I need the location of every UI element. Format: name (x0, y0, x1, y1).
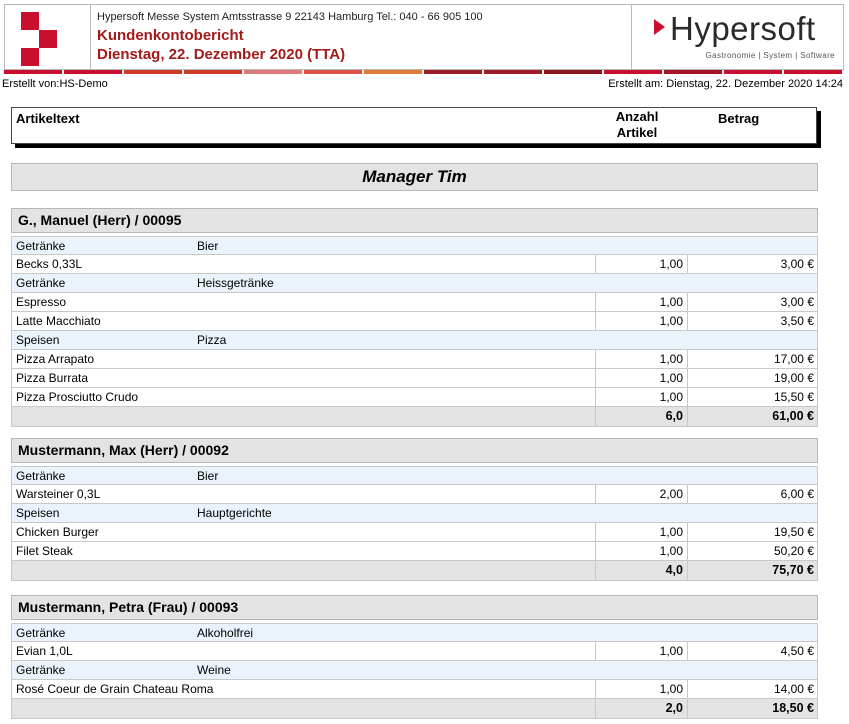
item-name: Chicken Burger (16, 525, 99, 539)
stripe-segment (784, 70, 842, 74)
item-row (11, 350, 818, 369)
subcategory-label: Alkoholfrei (197, 626, 254, 640)
item-amount: 19,50 € (687, 523, 819, 541)
column-header (11, 107, 817, 144)
created-by: Erstellt von:HS-Demo (2, 78, 108, 90)
subcategory-label: Bier (197, 239, 219, 253)
total-row (11, 699, 818, 719)
logo-square-icon (21, 12, 39, 30)
stripe-segment (244, 70, 302, 74)
category-label: Speisen (16, 333, 60, 347)
item-quantity: 1,00 (595, 388, 687, 406)
brand-name: Hypersoft (670, 10, 816, 47)
customer-section (11, 208, 818, 427)
item-amount: 17,00 € (687, 350, 819, 368)
item-quantity: 1,00 (595, 312, 687, 330)
item-name: Pizza Arrapato (16, 352, 95, 366)
item-name: Rosé Coeur de Grain Chateau Roma (16, 682, 214, 696)
item-row (11, 642, 818, 661)
item-quantity: 1,00 (595, 293, 687, 311)
total-quantity: 2,0 (595, 699, 687, 718)
created-at: Erstellt am: Dienstag, 22. Dezember 2020 14:24 (608, 78, 843, 90)
item-amount: 3,00 € (687, 293, 819, 311)
item-quantity: 1,00 (595, 642, 687, 660)
customer-header: Mustermann, Petra (Frau) / 00093 (11, 595, 818, 620)
item-amount: 4,50 € (687, 642, 819, 660)
item-name: Latte Macchiato (16, 314, 101, 328)
category-label: Getränke (16, 469, 66, 483)
stripe-segment (544, 70, 602, 74)
stripe-segment (4, 70, 62, 74)
item-name: Evian 1,0L (16, 644, 73, 658)
total-quantity: 4,0 (595, 561, 687, 580)
stripe-segment (124, 70, 182, 74)
item-amount: 50,20 € (687, 542, 819, 560)
item-row (11, 255, 818, 274)
stripe-segment (364, 70, 422, 74)
subcategory-label: Heissgetränke (197, 276, 274, 290)
category-row (11, 331, 818, 350)
manager-bar: Manager Tim (11, 163, 818, 191)
item-table (11, 466, 818, 581)
company-address: Hypersoft Messe System Amtsstrasse 9 22143 Hamburg Tel.: 040 - 66 905 100 (97, 11, 483, 23)
item-row (11, 312, 818, 331)
item-amount: 15,50 € (687, 388, 819, 406)
item-amount: 6,00 € (687, 485, 819, 503)
category-label: Getränke (16, 239, 66, 253)
item-quantity: 1,00 (595, 255, 687, 273)
item-row (11, 485, 818, 504)
item-row (11, 369, 818, 388)
brand-logo (631, 5, 845, 69)
column-amount: Betrag (718, 111, 760, 126)
total-row (11, 561, 818, 581)
company-logo (5, 5, 91, 69)
total-row (11, 407, 818, 427)
column-count (609, 109, 665, 141)
item-name: Becks 0,33L (16, 257, 83, 271)
logo-square-icon (39, 30, 57, 48)
column-count-line2: Artikel (616, 125, 658, 140)
stripe-segment (304, 70, 362, 74)
item-table (11, 623, 818, 719)
item-amount: 3,00 € (687, 255, 819, 273)
customer-header: G., Manuel (Herr) / 00095 (11, 208, 818, 233)
item-quantity: 1,00 (595, 542, 687, 560)
category-row (11, 623, 818, 642)
item-amount: 3,50 € (687, 312, 819, 330)
stripe-segment (64, 70, 122, 74)
column-count-line1: Anzahl (615, 109, 659, 124)
category-label: Getränke (16, 663, 66, 677)
category-row (11, 236, 818, 255)
customer-section (11, 438, 818, 581)
item-quantity: 1,00 (595, 680, 687, 698)
item-amount: 14,00 € (687, 680, 819, 698)
item-row (11, 293, 818, 312)
item-row (11, 388, 818, 407)
stripe-segment (424, 70, 482, 74)
report-header (4, 4, 844, 70)
category-label: Speisen (16, 506, 60, 520)
color-stripe-divider (4, 70, 844, 74)
category-row (11, 504, 818, 523)
brand-tagline: Gastronomie | System | Software (705, 51, 835, 60)
item-quantity: 1,00 (595, 369, 687, 387)
item-name: Warsteiner 0,3L (16, 487, 101, 501)
item-row (11, 680, 818, 699)
total-amount: 61,00 € (687, 407, 819, 426)
category-row (11, 274, 818, 293)
total-quantity: 6,0 (595, 407, 687, 426)
stripe-segment (664, 70, 722, 74)
subcategory-label: Weine (197, 663, 231, 677)
item-quantity: 1,00 (595, 523, 687, 541)
total-amount: 75,70 € (687, 561, 819, 580)
item-amount: 19,00 € (687, 369, 819, 387)
report-title: Kundenkontobericht (97, 27, 244, 44)
item-name: Filet Steak (16, 544, 73, 558)
column-article: Artikeltext (16, 111, 80, 126)
customer-header: Mustermann, Max (Herr) / 00092 (11, 438, 818, 463)
subcategory-label: Pizza (197, 333, 227, 347)
category-row (11, 661, 818, 680)
item-table (11, 236, 818, 427)
item-quantity: 1,00 (595, 350, 687, 368)
stripe-segment (484, 70, 542, 74)
total-amount: 18,50 € (687, 699, 819, 718)
report-date: Dienstag, 22. Dezember 2020 (TTA) (97, 46, 346, 63)
brand-arrow-icon (654, 19, 665, 35)
item-quantity: 2,00 (595, 485, 687, 503)
item-row (11, 523, 818, 542)
category-label: Getränke (16, 276, 66, 290)
item-row (11, 542, 818, 561)
stripe-segment (184, 70, 242, 74)
stripe-segment (724, 70, 782, 74)
subcategory-label: Hauptgerichte (197, 506, 272, 520)
item-name: Pizza Prosciutto Crudo (16, 390, 139, 404)
logo-square-icon (21, 48, 39, 66)
category-label: Getränke (16, 626, 66, 640)
customer-section (11, 595, 818, 719)
item-name: Pizza Burrata (16, 371, 89, 385)
category-row (11, 466, 818, 485)
item-name: Espresso (16, 295, 67, 309)
subcategory-label: Bier (197, 469, 219, 483)
stripe-segment (604, 70, 662, 74)
